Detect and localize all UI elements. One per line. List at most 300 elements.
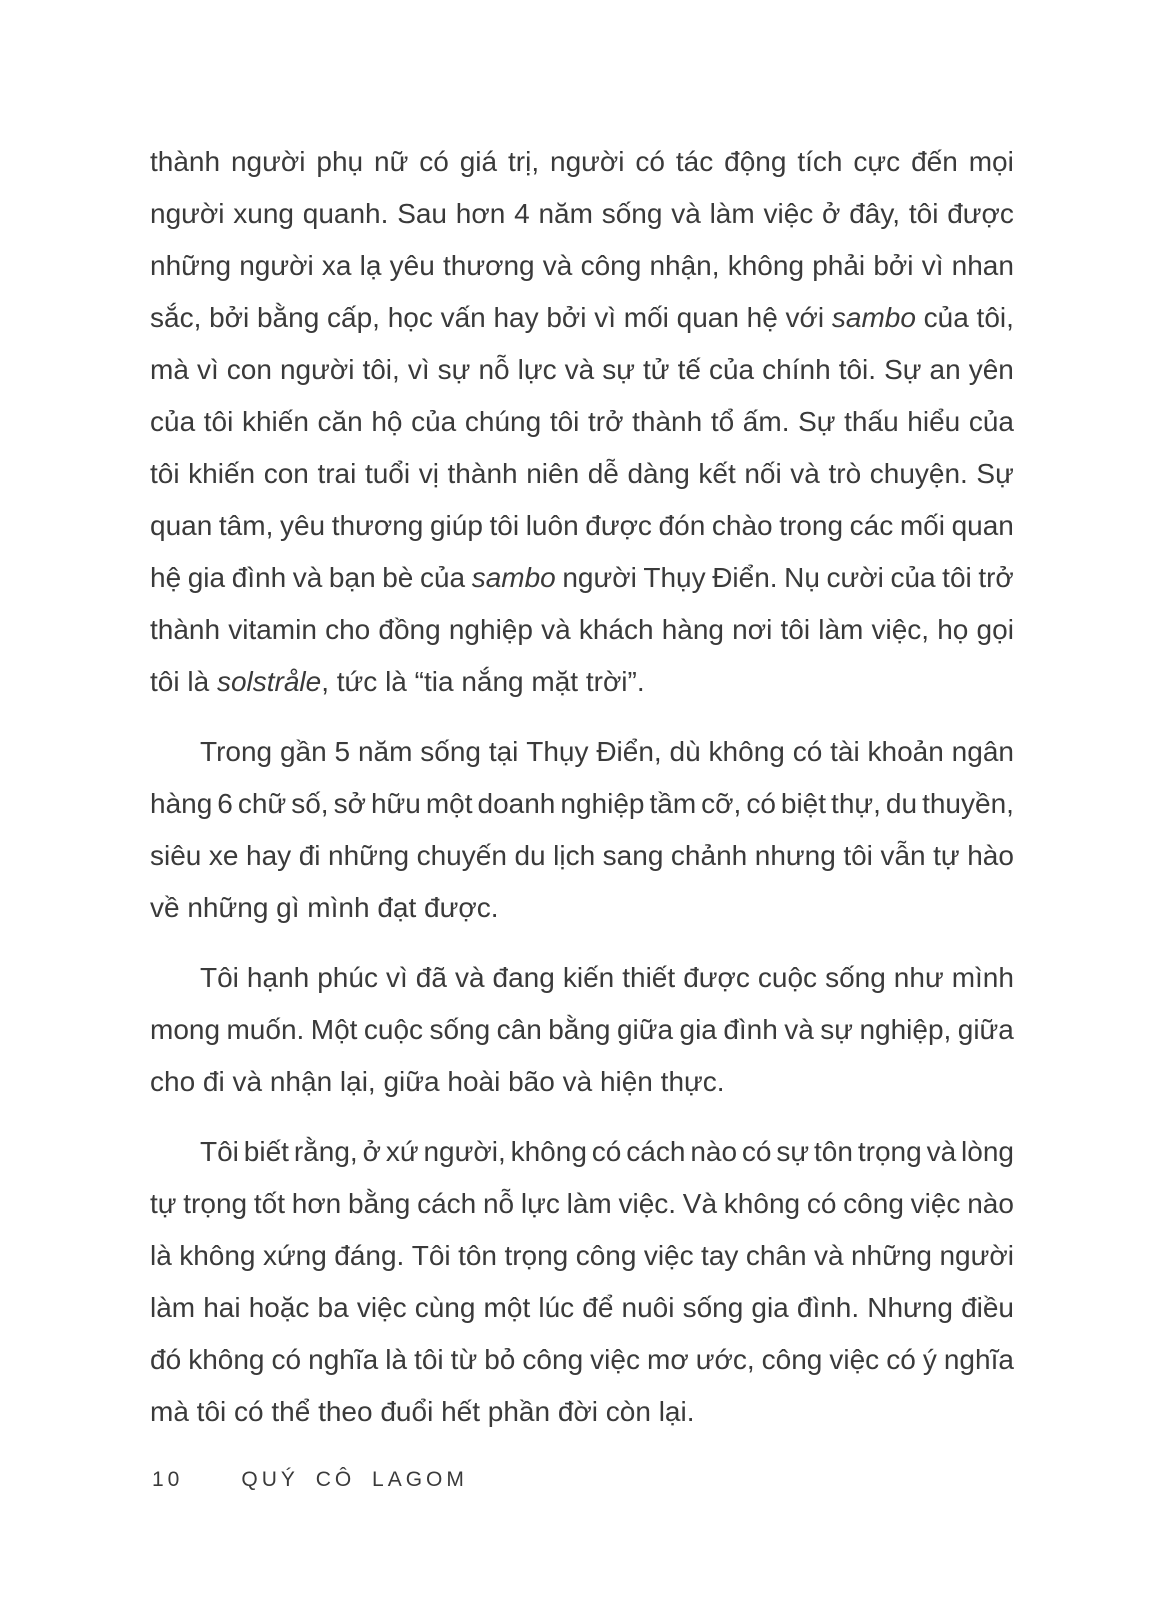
text-run: con <box>263 458 309 489</box>
text-run: đã <box>415 962 447 993</box>
text-run: ước, <box>695 1344 755 1375</box>
word <box>624 292 669 344</box>
word <box>670 726 701 778</box>
word <box>649 778 696 830</box>
word <box>246 830 291 882</box>
word <box>371 778 421 830</box>
text-run: gần <box>279 736 327 767</box>
word <box>292 1178 342 1230</box>
word <box>690 1126 737 1178</box>
word <box>318 1282 349 1334</box>
text-run: từ <box>450 1344 478 1375</box>
text-run: không <box>188 1344 265 1375</box>
word <box>590 1334 640 1386</box>
word <box>465 396 541 448</box>
word <box>797 136 842 188</box>
text-run: không <box>510 1136 587 1167</box>
text-run: tay <box>701 1240 739 1271</box>
text-line <box>150 500 1014 552</box>
word <box>318 396 363 448</box>
word <box>644 1230 694 1282</box>
text-run: nghiệp <box>448 614 533 645</box>
word <box>831 778 881 830</box>
word <box>746 1230 807 1282</box>
text-run: chúng <box>464 406 542 437</box>
text-run: vì <box>921 250 944 281</box>
word <box>758 952 817 1004</box>
text-run: họ <box>937 614 969 645</box>
text-run: nghĩa <box>943 1344 1014 1375</box>
word <box>977 292 1014 344</box>
text-run: cuộc <box>757 962 818 993</box>
word <box>779 500 843 552</box>
word <box>197 344 219 396</box>
italic-text: sambo <box>831 302 916 333</box>
word <box>217 778 233 830</box>
word <box>698 448 735 500</box>
text-run: chào <box>711 510 773 541</box>
word <box>635 136 665 188</box>
text-run: và <box>813 1240 844 1271</box>
word <box>332 500 424 552</box>
word <box>930 344 961 396</box>
word <box>978 552 1013 604</box>
text-run: giúp <box>429 510 483 541</box>
word <box>150 500 212 552</box>
text-line <box>150 778 1014 830</box>
text-run: của <box>708 354 755 385</box>
text-run: sống <box>682 1292 744 1323</box>
text-run: thuyền, <box>922 788 1014 819</box>
text-run: chuyện. <box>869 458 968 489</box>
text-run: bạn <box>328 562 376 593</box>
word <box>478 344 509 396</box>
text-run: hạnh <box>246 962 310 993</box>
word <box>839 344 876 396</box>
word <box>643 552 705 604</box>
text-run: hữu <box>370 788 421 819</box>
word <box>784 552 820 604</box>
text-run: kết <box>698 458 736 489</box>
word <box>417 830 507 882</box>
text-run: tự <box>150 1188 177 1219</box>
word <box>417 1178 476 1230</box>
text-run: việc <box>763 198 814 229</box>
text-line <box>150 1230 1014 1282</box>
text-run: tôn <box>458 1240 498 1271</box>
word <box>762 344 831 396</box>
text-run: tôi, <box>362 354 400 385</box>
word <box>150 1230 172 1282</box>
word <box>952 240 1014 292</box>
text-line <box>150 1056 1014 1108</box>
text-run: Một <box>310 1014 358 1045</box>
text-run: tại <box>488 736 519 767</box>
word <box>923 1334 937 1386</box>
word <box>868 726 944 778</box>
text-line <box>150 396 1014 448</box>
word <box>426 778 473 830</box>
text-run: nỗ <box>482 1188 515 1219</box>
word <box>386 952 408 1004</box>
word <box>911 136 958 188</box>
text-run: bè <box>382 562 414 593</box>
text-run: người <box>279 354 355 385</box>
word <box>504 1230 568 1282</box>
word <box>969 344 1014 396</box>
text-run: lúc <box>538 1292 575 1323</box>
word <box>150 1004 220 1056</box>
text-run: Trong <box>200 736 273 767</box>
word <box>293 552 323 604</box>
text-run: nhưng <box>754 840 836 871</box>
word <box>204 396 234 448</box>
text-run: cỡ, <box>701 788 742 819</box>
text-run: việc <box>910 1188 961 1219</box>
word <box>183 1178 247 1230</box>
word <box>390 240 435 292</box>
text-run: đây, <box>849 198 901 229</box>
word <box>678 344 701 396</box>
text-run: trò <box>828 458 862 489</box>
word <box>317 448 356 500</box>
text-run: một <box>425 788 473 819</box>
text-run: đình <box>723 1014 778 1045</box>
word <box>961 1126 1014 1178</box>
word <box>232 552 287 604</box>
text-run: chân <box>745 1240 807 1271</box>
text-run: không <box>723 1188 801 1219</box>
word <box>188 1334 264 1386</box>
word <box>676 136 713 188</box>
text-run: xứng <box>262 1240 327 1271</box>
word <box>732 604 772 656</box>
text-run: mối <box>623 302 669 333</box>
text-run: khoản <box>867 736 944 767</box>
word <box>483 1178 514 1230</box>
text-run: nghiệp, <box>859 1014 952 1045</box>
text-line <box>150 1334 1014 1386</box>
text-line <box>150 726 1014 778</box>
text-run: cách <box>626 1136 686 1167</box>
text-line <box>150 952 1014 1004</box>
text-run: hai <box>203 1292 241 1323</box>
word <box>649 240 719 292</box>
text-run: hộ <box>371 406 403 437</box>
text-run: việc <box>643 1240 694 1271</box>
text-run: người <box>562 562 637 593</box>
word <box>438 344 471 396</box>
word <box>150 292 201 344</box>
text-run: 4 <box>514 198 530 229</box>
word <box>969 136 1014 188</box>
word <box>755 830 836 882</box>
text-line <box>150 240 1014 292</box>
text-run: sự <box>820 1014 854 1045</box>
text-run: làm <box>818 614 864 645</box>
word <box>867 1282 953 1334</box>
text-run: 5 <box>334 736 351 767</box>
word <box>829 1334 879 1386</box>
word <box>514 188 530 240</box>
text-run: vitamin <box>228 614 317 645</box>
word <box>746 778 776 830</box>
word <box>429 1004 490 1056</box>
text-run: cân <box>496 1014 542 1045</box>
text-run: tự <box>933 840 960 871</box>
text-run: tôn <box>814 1136 853 1167</box>
word <box>419 136 449 188</box>
text-run: vì <box>196 354 219 385</box>
text-run: du <box>885 788 918 819</box>
text-run: nào <box>690 1136 738 1167</box>
word <box>588 448 619 500</box>
text-run: tôi <box>843 840 873 871</box>
word <box>582 1282 613 1334</box>
text-run: năm <box>538 198 593 229</box>
text-run: trở <box>588 406 624 437</box>
word <box>357 1282 407 1334</box>
text-run: tâm, <box>218 510 274 541</box>
text-run: được <box>585 510 652 541</box>
word <box>922 240 944 292</box>
word <box>952 726 1014 778</box>
word <box>890 552 935 604</box>
text-run: làm <box>566 1188 612 1219</box>
text-run: gia <box>187 562 226 593</box>
text-run: xứ <box>385 1136 419 1167</box>
word <box>843 1178 904 1230</box>
text-run: và <box>564 354 595 385</box>
word <box>618 1178 676 1230</box>
word <box>414 1334 444 1386</box>
text-run: siêu <box>150 840 202 871</box>
word <box>458 1230 497 1282</box>
text-run: trị, <box>508 146 540 177</box>
word <box>830 726 860 778</box>
text-run: đi <box>298 840 321 871</box>
text-run: sống <box>601 198 663 229</box>
word <box>493 292 538 344</box>
text-run: của <box>923 302 969 333</box>
word <box>472 552 556 604</box>
word <box>150 552 181 604</box>
word <box>807 1178 837 1230</box>
word <box>280 500 325 552</box>
text-run: công <box>761 1344 823 1375</box>
text-run: quanh. <box>302 198 389 229</box>
text-run: bỏ <box>484 1344 516 1375</box>
text-run: không <box>708 736 785 767</box>
text-run: con <box>226 354 272 385</box>
text-run: 6 <box>217 788 233 819</box>
word <box>150 778 212 830</box>
word <box>793 726 823 778</box>
word <box>939 1230 1013 1282</box>
word <box>294 1126 358 1178</box>
word <box>924 292 969 344</box>
text-run: tôi, <box>976 302 1014 333</box>
word <box>311 1004 358 1056</box>
word <box>308 1334 378 1386</box>
word <box>543 240 573 292</box>
text-run: tôi là <box>150 666 217 697</box>
word <box>451 1334 478 1386</box>
text-run: xe <box>208 840 239 871</box>
word <box>952 952 1014 1004</box>
text-run: Và <box>682 1188 718 1219</box>
word <box>358 726 412 778</box>
text-run: sống <box>420 736 481 767</box>
word <box>851 1230 932 1282</box>
text-run: của <box>150 406 196 437</box>
text-run: đáng. <box>334 1240 405 1271</box>
text-run: phải <box>812 250 866 281</box>
text-run: nuôi <box>621 1292 675 1323</box>
word <box>280 344 354 396</box>
text-line <box>150 1386 1014 1438</box>
word <box>596 726 661 778</box>
text-run: Sự <box>884 354 922 385</box>
word <box>763 188 813 240</box>
text-line <box>150 188 1014 240</box>
text-run: việc <box>829 1344 880 1375</box>
word <box>242 396 309 448</box>
text-run: Tôi <box>411 1240 451 1271</box>
word <box>322 240 352 292</box>
text-run: có <box>746 788 776 819</box>
word <box>456 188 506 240</box>
word <box>622 952 675 1004</box>
word <box>952 500 1014 552</box>
word <box>659 500 706 552</box>
text-run: được <box>683 962 750 993</box>
text-run: công <box>843 1188 904 1219</box>
text-run: vì <box>385 962 408 993</box>
text-run: và <box>671 198 701 229</box>
word <box>565 344 595 396</box>
text-run: công <box>580 250 642 281</box>
text-run: động <box>724 146 787 177</box>
text-run: về những gì mình đạt được. <box>150 892 499 923</box>
text-run: khiến <box>241 406 309 437</box>
text-run: người <box>239 250 314 281</box>
word <box>526 726 588 778</box>
text-run: thương <box>331 510 424 541</box>
word <box>723 1004 778 1056</box>
text-run: thành <box>632 406 703 437</box>
text-run: ngân <box>951 736 1014 767</box>
text-run: tế <box>677 354 701 385</box>
text-run: vẫn <box>880 840 926 871</box>
text-run: nghĩa <box>308 1344 379 1375</box>
text-run: không <box>727 250 805 281</box>
word <box>776 1126 809 1178</box>
text-run: lực <box>517 354 557 385</box>
text-run: việc, <box>871 614 930 645</box>
text-run: dàng <box>627 458 690 489</box>
text-run: quan <box>676 302 739 333</box>
text-run: việc <box>590 1344 640 1375</box>
word <box>844 396 899 448</box>
word <box>416 952 447 1004</box>
word <box>348 1178 410 1230</box>
word <box>247 952 309 1004</box>
text-run: làm <box>709 198 755 229</box>
word <box>853 136 900 188</box>
text-run: chuyến <box>416 840 507 871</box>
text-run: những <box>328 840 410 871</box>
text-run: ở <box>822 198 841 229</box>
word <box>942 552 972 604</box>
word <box>200 1126 239 1178</box>
word <box>484 1282 531 1334</box>
text-run: mong <box>150 1014 221 1045</box>
page-number: 10 <box>152 1468 184 1491</box>
text-run: việc. <box>618 1188 677 1219</box>
text-line <box>150 1282 1014 1334</box>
text-run: có <box>886 1344 916 1375</box>
word <box>303 188 389 240</box>
word <box>872 604 930 656</box>
text-run: bởi <box>546 302 587 333</box>
text-line <box>150 1004 1014 1056</box>
word <box>711 396 734 448</box>
text-run: tích <box>797 146 843 177</box>
word <box>961 1282 1014 1334</box>
text-run: người <box>550 146 625 177</box>
text-run: chảnh <box>670 840 748 871</box>
word <box>484 1334 515 1386</box>
word <box>412 1230 451 1282</box>
word <box>150 1334 181 1386</box>
word <box>497 1004 542 1056</box>
text-run: muốn. <box>226 1014 305 1045</box>
text-run: chữ <box>237 788 287 819</box>
word <box>592 1126 622 1178</box>
word <box>443 240 535 292</box>
word <box>671 188 701 240</box>
word <box>850 500 894 552</box>
word <box>579 604 654 656</box>
word <box>386 1126 419 1178</box>
word <box>743 396 790 448</box>
text-run: trai <box>317 458 357 489</box>
text-run: trong <box>779 510 844 541</box>
text-line <box>150 136 1014 188</box>
word <box>291 778 328 830</box>
text-run: mà <box>150 354 189 385</box>
word <box>602 344 635 396</box>
word <box>843 830 873 882</box>
word <box>526 500 579 552</box>
text-run: tử <box>643 354 670 385</box>
word <box>244 1126 289 1178</box>
word <box>825 952 886 1004</box>
paragraph <box>150 136 1014 708</box>
text-run: làm <box>150 1292 196 1323</box>
word <box>150 136 220 188</box>
word <box>967 830 1014 882</box>
text-run: bằng <box>348 1188 411 1219</box>
text-run: dù <box>669 736 701 767</box>
text-run: tôi. <box>838 354 877 385</box>
word <box>460 136 497 188</box>
text-run: nữ <box>374 146 409 177</box>
word <box>886 1334 916 1386</box>
word <box>701 1230 738 1282</box>
text-run: một <box>483 1292 531 1323</box>
